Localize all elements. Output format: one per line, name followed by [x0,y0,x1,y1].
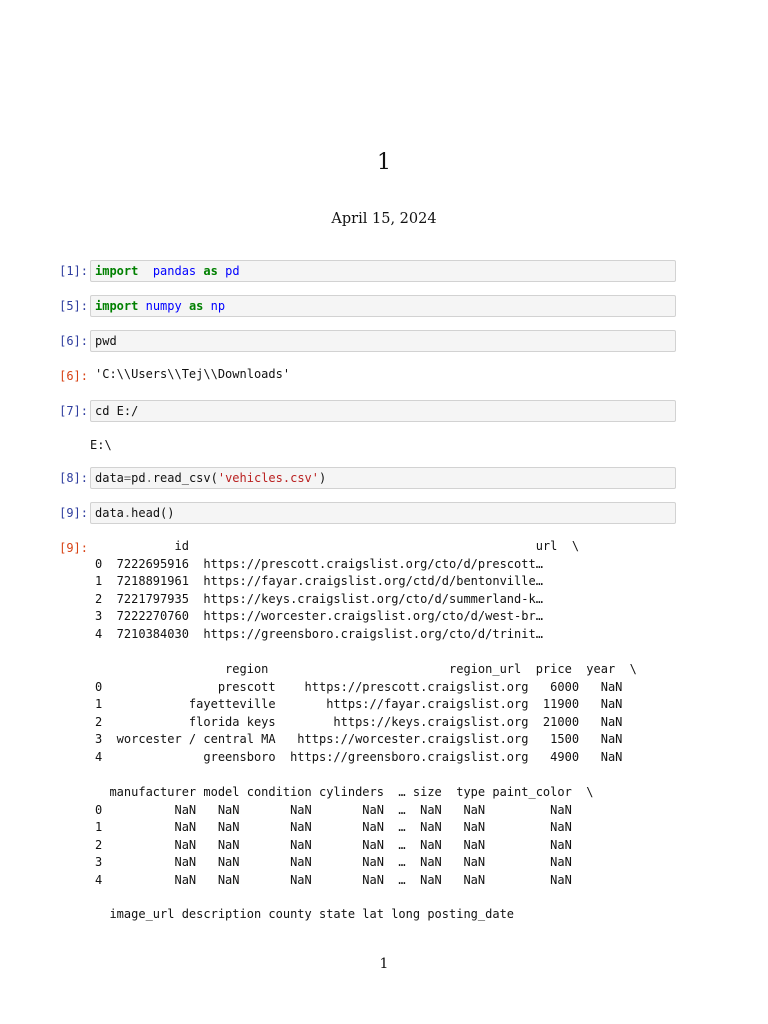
dataframe-block-id-url [95,538,579,644]
dataframe-block-region [95,661,637,767]
cell-6-output-prompt: [6]: [59,369,88,383]
code-token: import [95,264,139,278]
code-token: data [95,506,124,520]
code-token: pd [225,264,240,278]
code-token: pandas [152,264,197,278]
dataframe-line: 3 7222270760 https://worcester.craigslist.org/cto/d/west-br… [95,609,543,624]
code-token: as [203,264,218,278]
cell-8-input[interactable] [90,467,676,489]
dataframe-line: manufacturer model condition cylinders … size type paint_color \ [95,785,594,799]
code-token: . [145,471,153,485]
code-token: head() [131,506,175,520]
cell-6-prompt: [6]: [59,334,88,348]
dataframe-line: 0 NaN NaN NaN NaN … NaN NaN NaN [95,802,572,817]
cell-1-input[interactable] [90,260,676,282]
code-token [218,264,225,278]
cell-9-prompt: [9]: [59,506,88,520]
cell-9-output-prompt: [9]: [59,541,88,555]
code-token: np [210,299,226,313]
dataframe-line: 4 NaN NaN NaN NaN … NaN NaN NaN [95,872,572,887]
dataframe-line: 1 fayetteville https://fayar.craigslist.org 11900 NaN [95,697,623,712]
code-token: pd [131,471,146,485]
document-title: 1 [377,150,391,175]
dataframe-line: 1 7218891961 https://fayar.craigslist.org/ctd/d/bentonville… [95,574,543,589]
dataframe-line: 2 7221797935 https://keys.craigslist.org/cto/d/summerland-k… [95,591,543,606]
cell-6-output: 'C:\\Users\\Tej\\Downloads' [95,367,291,381]
code-token: import [95,299,139,313]
cell-9-input[interactable] [90,502,676,524]
cell-7-prompt: [7]: [59,404,88,418]
cell-5-input[interactable] [90,295,676,317]
code-token: read_csv( [152,471,218,485]
dataframe-line: 4 greensboro https://greensboro.craigslist.org 4900 NaN [95,749,623,764]
dataframe-line: 2 NaN NaN NaN NaN … NaN NaN NaN [95,837,572,852]
cell-5-prompt: [5]: [59,299,88,313]
cell-6-input[interactable] [90,330,676,352]
code-token: . [123,506,132,520]
dataframe-block-manufacturer [95,784,594,890]
dataframe-line: 4 7210384030 https://greensboro.craigslist.org/cto/d/trinit… [95,626,543,641]
code-token: pwd [95,334,117,348]
code-token [138,299,145,313]
cell-8-prompt: [8]: [59,471,88,485]
code-token [203,299,210,313]
cell-7-input[interactable] [90,400,676,422]
code-token: = [123,471,132,485]
dataframe-line: image_url description county state lat long posting_date [95,907,515,921]
cell-1-prompt: [1]: [59,264,88,278]
code-token: cd E:/ [95,404,139,418]
dataframe-line: 3 NaN NaN NaN NaN … NaN NaN NaN [95,855,572,870]
code-token: ) [319,471,327,485]
dataframe-line: region region_url price year \ [95,662,637,676]
code-token: numpy [145,299,182,313]
code-token: 'vehicles.csv' [217,471,320,485]
dataframe-line: 3 worcester / central MA https://worcester.craigslist.org 1500 NaN [95,732,623,747]
code-token: as [188,299,204,313]
code-token [138,264,152,278]
code-token: data [95,471,124,485]
dataframe-line: 0 prescott https://prescott.craigslist.org 6000 NaN [95,679,623,694]
document-date: April 15, 2024 [331,211,437,227]
dataframe-block-image-url [95,906,514,924]
dataframe-line: id url \ [95,539,580,553]
dataframe-line: 2 florida keys https://keys.craigslist.org 21000 NaN [95,714,623,729]
dataframe-line: 0 7222695916 https://prescott.craigslist.org/cto/d/prescott… [95,556,543,571]
cell-7-output: E:\ [90,438,112,452]
code-token [182,299,189,313]
page-number: 1 [379,956,389,972]
dataframe-line: 1 NaN NaN NaN NaN … NaN NaN NaN [95,820,572,835]
